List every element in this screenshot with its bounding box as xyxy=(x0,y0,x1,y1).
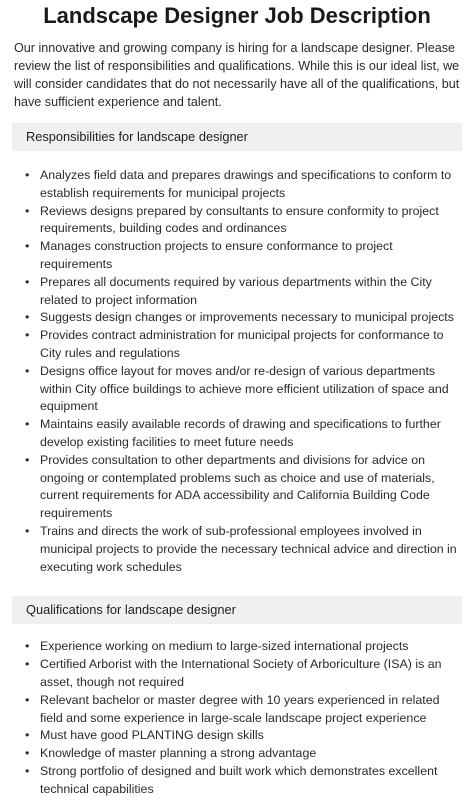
list-item xyxy=(25,763,462,799)
list-item xyxy=(25,692,462,728)
bullet-icon: • xyxy=(25,417,30,432)
list-item-text: Provides contract administration for municipal projects for conformance to City rules and regulations xyxy=(40,328,444,360)
bullet-icon: • xyxy=(25,239,30,254)
bullet-icon: • xyxy=(25,657,30,672)
list-item-text: Manages construction projects to ensure conformance to project requirements xyxy=(40,239,393,271)
bullet-icon: • xyxy=(25,274,30,289)
bullet-icon: • xyxy=(25,523,30,538)
list-item xyxy=(25,363,462,416)
list-item-text: Must have good PLANTING design skills xyxy=(40,728,264,743)
list-item-text: Analyzes field data and prepares drawings and specifications to conform to establish requirements for municipal projects xyxy=(40,168,452,200)
bullet-icon: • xyxy=(25,692,30,707)
list-item-text: Maintains easily available records of drawing and specifications to further develop existing facilities to meet future needs xyxy=(40,417,441,449)
bullet-icon: • xyxy=(25,203,30,218)
list-item-text: Designs office layout for moves and/or re-design of various departments within City office buildings to achieve more efficient utilization of space and equipment xyxy=(40,363,449,414)
list-item xyxy=(25,203,462,239)
responsibilities-list xyxy=(12,167,462,576)
list-item-text: Certified Arborist with the International Society of Arboriculture (ISA) is an asset, though not required xyxy=(40,657,442,689)
qualifications-list xyxy=(12,638,462,798)
list-item xyxy=(25,309,462,327)
bullet-icon: • xyxy=(25,363,30,378)
list-item-text: Relevant bachelor or master degree with 10 years experienced in related field and some experience in large-scale landscape project experience xyxy=(40,692,440,725)
list-item xyxy=(25,416,462,452)
list-item xyxy=(25,167,462,203)
bullet-icon: • xyxy=(25,328,30,343)
list-item xyxy=(25,238,462,274)
list-item xyxy=(25,274,462,310)
list-item xyxy=(25,638,462,656)
list-item-text: Prepares all documents required by various departments within the City related to project information xyxy=(40,274,432,307)
bullet-icon: • xyxy=(25,310,30,325)
list-item-text: Knowledge of master planning a strong advantage xyxy=(40,746,317,761)
bullet-icon: • xyxy=(25,168,30,182)
bullet-icon: • xyxy=(25,763,30,778)
list-item xyxy=(25,745,462,763)
list-item xyxy=(25,452,462,523)
list-item-text: Reviews designs prepared by consultants to ensure conformity to project requirements, building codes and ordinances xyxy=(40,203,439,236)
list-item-text: Strong portfolio of designed and built work which demonstrates excellent technical capabilities xyxy=(40,763,438,796)
list-item-text: Experience working on medium to large-sized international projects xyxy=(40,639,409,654)
list-item-text: Provides consultation to other departments and divisions for advice on ongoing or contemplated problems such as choice and use of materials, current requirements for ADA accessibility and California Building Code requirements xyxy=(40,452,435,521)
intro-paragraph: Our innovative and growing company is hiring for a landscape designer. Please review the list of responsibilities and qualifications. While this is our ideal list, we will consider candidates that do not necessarily have all of the qualifications, but have sufficient experience and talent. xyxy=(14,41,460,109)
list-item-text: Suggests design changes or improvements necessary to municipal projects xyxy=(40,310,454,325)
responsibilities-heading: Responsibilities for landscape designer xyxy=(12,123,462,151)
list-item xyxy=(25,656,462,692)
bullet-icon: • xyxy=(25,639,30,654)
list-item-text: Trains and directs the work of sub-professional employees involved in municipal projects to provide the necessary technical advice and direction in executing work schedules xyxy=(40,523,457,574)
qualifications-heading: Qualifications for landscape designer xyxy=(12,596,462,624)
list-item xyxy=(25,327,462,363)
list-item xyxy=(25,727,462,745)
list-item xyxy=(25,523,462,576)
page-title: Landscape Designer Job Description xyxy=(43,3,431,28)
bullet-icon: • xyxy=(25,728,30,743)
bullet-icon: • xyxy=(25,746,30,761)
bullet-icon: • xyxy=(25,452,30,467)
